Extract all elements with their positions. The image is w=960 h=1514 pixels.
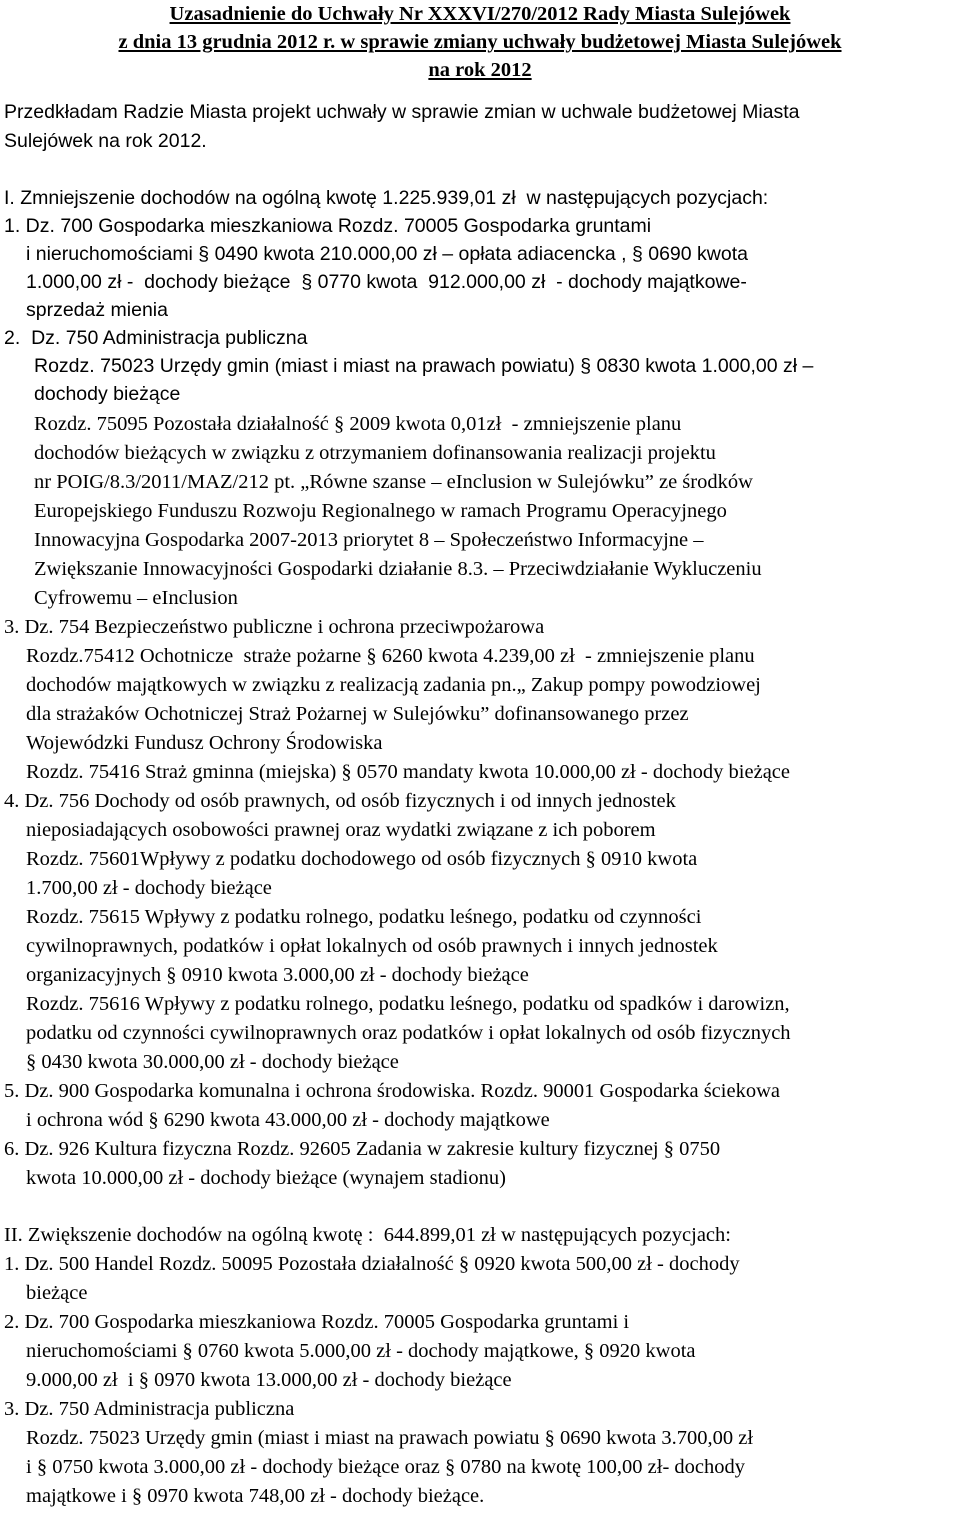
document-line: dochodów bieżących w związku z otrzymaniem dofinansowania realizacji projektu [34,442,716,464]
document-line: Cyfrowemu – eInclusion [34,587,238,609]
document-line: 2. Dz. 700 Gospodarka mieszkaniowa Rozdz. 70005 Gospodarka gruntami i [4,1311,630,1333]
document-title-line-2: z dnia 13 grudnia 2012 r. w sprawie zmiany uchwały budżetowej Miasta Sulejówek [118,31,842,53]
document-line: Sulejówek na rok 2012. [4,130,207,152]
document-line: Europejskiego Funduszu Rozwoju Regionalnego w ramach Programu Operacyjnego [34,500,727,522]
document-line: 1.000,00 zł - dochody bieżące § 0770 kwota 912.000,00 zł - dochody majątkowe- [26,271,747,293]
document-line: Zwiększanie Innowacyjności Gospodarki działanie 8.3. – Przeciwdziałanie Wykluczeniu [34,558,762,580]
document-line: Rozdz. 75416 Straż gminna (miejska) § 0570 mandaty kwota 10.000,00 zł - dochody bieżące [26,761,790,783]
document-line: cywilnoprawnych, podatków i opłat lokalnych od osób prawnych i innych jednostek [26,935,718,957]
document-line: 4. Dz. 756 Dochody od osób prawnych, od osób fizycznych i od innych jednostek [4,790,676,812]
document-line: 1. Dz. 500 Handel Rozdz. 50095 Pozostała działalność § 0920 kwota 500,00 zł - dochody [4,1253,740,1275]
document-line: Rozdz. 75615 Wpływy z podatku rolnego, podatku leśnego, podatku od czynności [26,906,702,928]
document-line: Innowacyjna Gospodarka 2007-2013 priorytet 8 – Społeczeństwo Informacyjne – [34,529,704,551]
document-line: 3. Dz. 754 Bezpieczeństwo publiczne i ochrona przeciwpożarowa [4,616,545,638]
document-line: i § 0750 kwota 3.000,00 zł - dochody bieżące oraz § 0780 na kwotę 100,00 zł- dochody [26,1456,746,1478]
document-line: podatku od czynności cywilnoprawnych oraz podatków i opłat lokalnych od osób fizycznych [26,1022,791,1044]
document-line: Wojewódzki Fundusz Ochrony Środowiska [26,732,383,754]
document-line: 2. Dz. 750 Administracja publiczna [4,327,308,349]
document-line: Rozdz. 75095 Pozostała działalność § 2009 kwota 0,01zł - zmniejszenie planu [34,413,682,435]
document-line: nieruchomościami § 0760 kwota 5.000,00 zł - dochody majątkowe, § 0920 kwota [26,1340,696,1362]
document-line: Rozdz. 75601Wpływy z podatku dochodowego od osób fizycznych § 0910 kwota [26,848,698,870]
document-line: II. Zwiększenie dochodów na ogólną kwotę : 644.899,01 zł w następujących pozycjach: [4,1224,731,1246]
document-line: nr POIG/8.3/2011/MAZ/212 pt. „Równe szanse – eInclusion w Sulejówku” ze środków [34,471,753,493]
document-line: Przedkładam Radzie Miasta projekt uchwały w sprawie zmian w uchwale budżetowej Miasta [4,101,800,123]
document-line: dochody bieżące [34,383,181,405]
document-line: bieżące [26,1282,88,1304]
document-line: sprzedaż mienia [26,299,168,321]
document-line: dla strażaków Ochotniczej Straż Pożarnej w Sulejówku” dofinansowanego przez [26,703,689,725]
document-line: 5. Dz. 900 Gospodarka komunalna i ochrona środowiska. Rozdz. 90001 Gospodarka ściekowa [4,1080,780,1102]
document-line: Rozdz. 75023 Urzędy gmin (miast i miast na prawach powiatu § 0690 kwota 3.700,00 zł [26,1427,754,1449]
document-line: nieposiadających osobowości prawnej oraz wydatki związane z ich poborem [26,819,656,841]
document-line: kwota 10.000,00 zł - dochody bieżące (wynajem stadionu) [26,1167,506,1189]
document-line: 6. Dz. 926 Kultura fizyczna Rozdz. 92605 Zadania w zakresie kultury fizycznej § 0750 [4,1138,721,1160]
document-title-line-1: Uzasadnienie do Uchwały Nr XXXVI/270/2012 Rady Miasta Sulejówek [169,3,791,25]
document-line: I. Zmniejszenie dochodów na ogólną kwotę 1.225.939,01 zł w następujących pozycjach: [4,187,769,209]
document-line: 3. Dz. 750 Administracja publiczna [4,1398,295,1420]
document-line: Rozdz. 75616 Wpływy z podatku rolnego, podatku leśnego, podatku od spadków i darowizn, [26,993,790,1015]
document-line: Rozdz. 75023 Urzędy gmin (miast i miast na prawach powiatu) § 0830 kwota 1.000,00 zł – [34,355,814,377]
document-title-line-3: na rok 2012 [428,59,532,81]
document-line: 1. Dz. 700 Gospodarka mieszkaniowa Rozdz. 70005 Gospodarka gruntami [4,215,652,237]
document-line: i nieruchomościami § 0490 kwota 210.000,00 zł – opłata adiacencka , § 0690 kwota [26,243,748,265]
document-line: majątkowe i § 0970 kwota 748,00 zł - dochody bieżące. [26,1485,485,1507]
document-line: Rozdz.75412 Ochotnicze straże pożarne § 6260 kwota 4.239,00 zł - zmniejszenie planu [26,645,755,667]
document-line: dochodów majątkowych w związku z realizacją zadania pn.„ Zakup pompy powodziowej [26,674,761,696]
document-line: 9.000,00 zł i § 0970 kwota 13.000,00 zł - dochody bieżące [26,1369,512,1391]
document-line: § 0430 kwota 30.000,00 zł - dochody bieżące [26,1051,399,1073]
document-line: organizacyjnych § 0910 kwota 3.000,00 zł - dochody bieżące [26,964,529,986]
document-line: 1.700,00 zł - dochody bieżące [26,877,272,899]
document-line: i ochrona wód § 6290 kwota 43.000,00 zł - dochody majątkowe [26,1109,550,1131]
